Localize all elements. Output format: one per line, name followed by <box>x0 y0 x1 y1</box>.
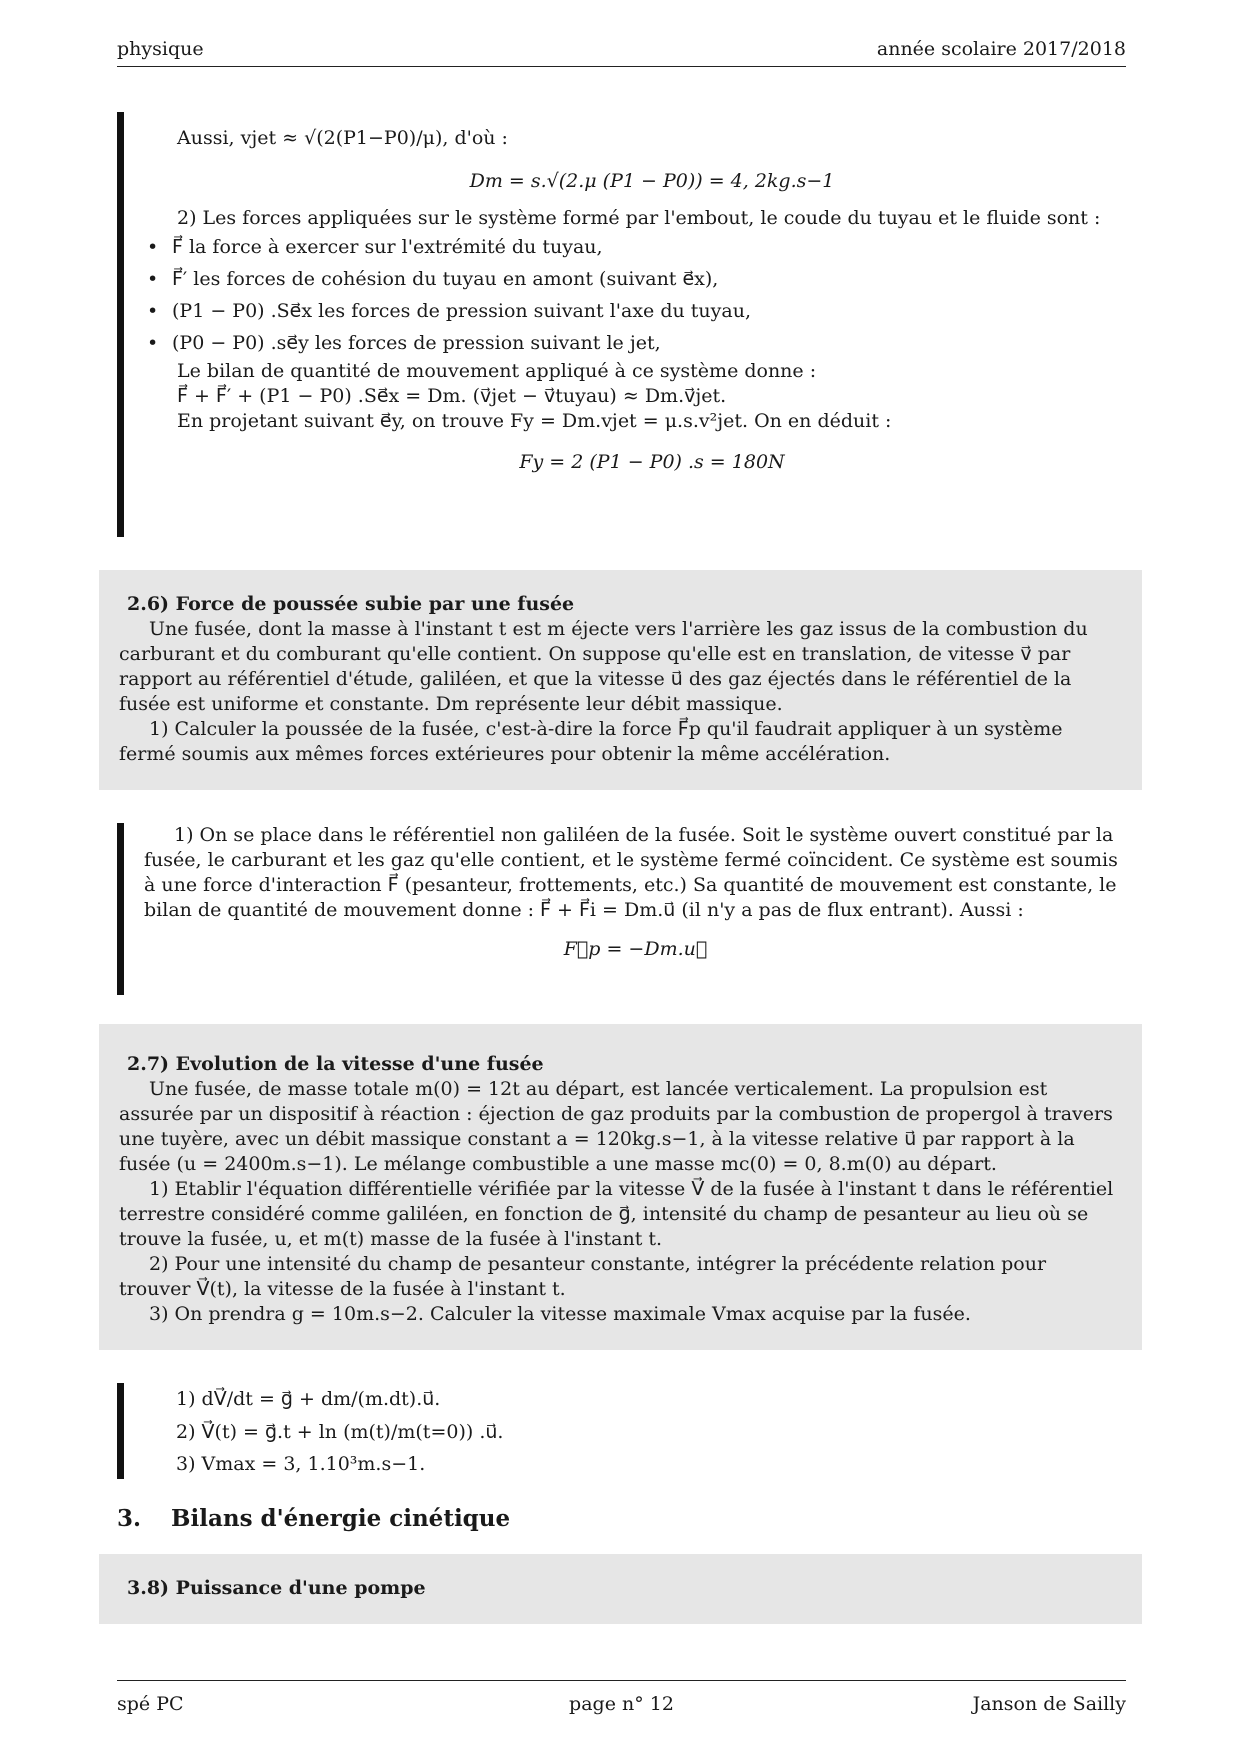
section-heading <box>117 1505 510 1532</box>
answer3-line2: 2) V⃗(t) = g⃗.t + ln (m(t)/m(t=0)) .u⃗. <box>176 1421 504 1443</box>
list-item: • (P1 − P0) .Se⃗x les forces de pression suivant l'axe du tuyau, <box>147 295 1127 327</box>
list-item: • (P0 − P0) .se⃗y les forces de pression suivant le jet, <box>147 327 1127 359</box>
exercise-question-1: 1) Calculer la poussée de la fusée, c'est-à-dire la force F⃗p qu'il faudrait appliquer à un système fermé soumis aux mêmes forces extérieures pour obtenir la même accélération. <box>119 718 1063 765</box>
header-subject: physique <box>117 38 204 60</box>
section-number: 3. <box>117 1505 142 1532</box>
answer3-line3: 3) Vmax = 3, 1.10³m.s−1. <box>176 1453 426 1475</box>
forces-list <box>147 231 1127 359</box>
answer-block-2 <box>117 823 1127 995</box>
page-footer <box>117 1680 1126 1715</box>
exercise-title: 2.7) Evolution de la vitesse d'une fusée <box>127 1053 544 1075</box>
exercise-2-7 <box>99 1024 1142 1350</box>
exercise-3-8 <box>99 1554 1142 1624</box>
answer2-eq: F⃗p = −Dm.u⃗ <box>563 938 708 960</box>
exercise-2-6 <box>99 570 1142 790</box>
exercise-question-2: 2) Pour une intensité du champ de pesanteur constante, intégrer la précédente relation pour trouver V⃗(t), la vitesse de la fusée à l'instant t. <box>119 1253 1047 1300</box>
exercise-title: 2.6) Force de poussée subie par une fusée <box>127 593 575 615</box>
answer2-body: 1) On se place dans le référentiel non galiléen de la fusée. Soit le système ouvert constitué par la fusée, le carburant et les gaz qu'elle contient, et le système fermé coïncident. Ce système est soumis à une force d'interaction F⃗ (pesanteur, frottements, etc.) Sa quantité de mouvement est constante, le bilan de quantité de mouvement donne : F⃗ + F⃗i = Dm.u⃗ (il n'y a pas de flux entrant). Aussi : <box>144 824 1118 921</box>
answer3-line1: 1) dV⃗/dt = g⃗ + dm/(m.dt).u⃗. <box>176 1388 441 1410</box>
footer-school: Janson de Sailly <box>972 1693 1126 1715</box>
exercise-question-3: 3) On prendra g = 10m.s−2. Calculer la vitesse maximale Vmax acquise par la fusée. <box>149 1303 971 1325</box>
answer1-q2: 2) Les forces appliquées sur le système formé par l'embout, le coude du tuyau et le fluide sont : <box>177 207 1101 229</box>
header-year: année scolaire 2017/2018 <box>876 38 1126 60</box>
footer-page-number: page n° 12 <box>569 1693 674 1715</box>
list-item: • F⃗ la force à exercer sur l'extrémité du tuyau, <box>147 231 1127 263</box>
exercise-question-1: 1) Etablir l'équation différentielle vérifiée par la vitesse V⃗ de la fusée à l'instant t dans le référentiel terrestre considéré comme galiléen, en fonction de g⃗, intensité du champ de pesanteur au lieu où se trouve la fusée, u, et m(t) masse de la fusée à l'instant t. <box>119 1178 1114 1250</box>
answer1-bilan2: F⃗ + F⃗′ + (P1 − P0) .Se⃗x = Dm. (v⃗jet − v⃗tuyau) ≈ Dm.v⃗jet. <box>177 385 727 407</box>
answer1-bilan3: En projetant suivant e⃗y, on trouve Fy = Dm.vjet = μ.s.v²jet. On en déduit : <box>177 410 892 432</box>
exercise-title: 3.8) Puissance d'une pompe <box>127 1577 426 1599</box>
page-header <box>117 38 1126 67</box>
list-item: • F⃗′ les forces de cohésion du tuyau en amont (suivant e⃗x), <box>147 263 1127 295</box>
exercise-body: Une fusée, dont la masse à l'instant t est m éjecte vers l'arrière les gaz issus de la combustion du carburant et du comburant qu'elle contient. On suppose qu'elle est en translation, de vitesse v⃗ par rapport au référentiel d'étude, galiléen, et que la vitesse u⃗ des gaz éjectés dans le référentiel de la fusée est uniforme et constante. Dm représente leur débit massique. <box>119 618 1088 715</box>
section-title: Bilans d'énergie cinétique <box>171 1505 511 1532</box>
exercise-body: Une fusée, de masse totale m(0) = 12t au départ, est lancée verticalement. La propulsion est assurée par un dispositif à réaction : éjection de gaz produits par la combustion de propergol à travers une tuyère, avec un débit massique constant a = 120kg.s−1, à la vitesse relative u⃗ par rapport à la fusée (u = 2400m.s−1). Le mélange combustible a une masse mc(0) = 0, 8.m(0) au départ. <box>119 1078 1113 1175</box>
answer-block-3 <box>117 1383 1127 1479</box>
footer-class: spé PC <box>117 1693 184 1715</box>
answer1-line1: Aussi, vjet ≈ √(2(P1−P0)/μ), d'où : <box>177 127 508 149</box>
answer1-bilan1: Le bilan de quantité de mouvement appliqué à ce système donne : <box>177 360 817 382</box>
answer-block-1 <box>117 112 1127 537</box>
answer1-eq2: Fy = 2 (P1 − P0) .s = 180N <box>519 451 785 473</box>
answer1-eq1: Dm = s.√(2.μ (P1 − P0)) = 4, 2kg.s−1 <box>469 170 835 192</box>
